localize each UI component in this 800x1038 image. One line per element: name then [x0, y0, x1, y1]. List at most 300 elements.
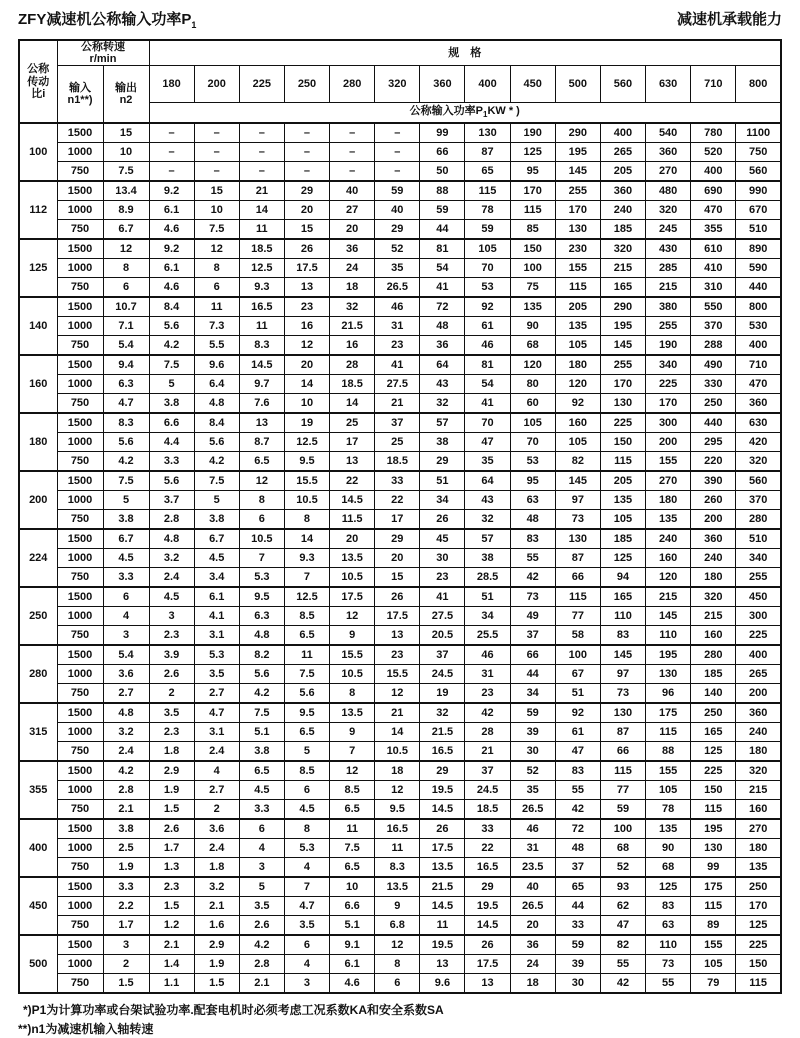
power-value-cell: 6.7 — [194, 529, 239, 549]
power-value-cell: 225 — [600, 413, 645, 433]
power-value-cell: 155 — [646, 761, 691, 781]
power-value-cell: 7.5 — [239, 703, 284, 723]
power-value-cell: – — [284, 143, 329, 162]
power-value-cell: 215 — [646, 278, 691, 298]
power-value-cell: 175 — [646, 703, 691, 723]
power-value-cell: 42 — [510, 568, 555, 588]
power-value-cell: 205 — [600, 471, 645, 491]
power-value-cell: 145 — [600, 645, 645, 665]
power-value-cell: 95 — [510, 162, 555, 182]
output-speed-cell: 15 — [103, 123, 149, 143]
power-value-cell: – — [149, 123, 194, 143]
power-value-cell: 28 — [330, 355, 375, 375]
power-value-cell: 77 — [600, 781, 645, 800]
power-value-cell: 340 — [736, 549, 781, 568]
power-value-cell: 21.5 — [420, 877, 465, 897]
power-value-cell: 4.2 — [239, 935, 284, 955]
power-value-cell: 4.5 — [239, 781, 284, 800]
size-col-header: 280 — [330, 66, 375, 103]
power-value-cell: 160 — [646, 549, 691, 568]
ratio-cell: 140 — [19, 297, 57, 355]
power-value-cell: 200 — [736, 684, 781, 704]
power-value-cell: 450 — [736, 587, 781, 607]
power-value-cell: 26 — [375, 587, 420, 607]
col-header-ratio: 公称 传动 比i — [19, 40, 57, 123]
power-value-cell: 21 — [375, 703, 420, 723]
power-value-cell: 300 — [736, 607, 781, 626]
power-value-cell: 145 — [600, 336, 645, 356]
power-value-cell: 73 — [600, 684, 645, 704]
power-value-cell: 78 — [465, 201, 510, 220]
power-value-cell: 20 — [375, 549, 420, 568]
power-value-cell: 990 — [736, 181, 781, 201]
power-value-cell: 110 — [646, 935, 691, 955]
power-value-cell: 6.6 — [149, 413, 194, 433]
size-col-header: 500 — [555, 66, 600, 103]
input-speed-cell: 1500 — [57, 877, 103, 897]
input-speed-cell: 1500 — [57, 587, 103, 607]
power-value-cell: 14 — [284, 529, 329, 549]
power-value-cell: – — [375, 143, 420, 162]
power-value-cell: 70 — [465, 413, 510, 433]
power-value-cell: 41 — [465, 394, 510, 414]
power-value-cell: 5.3 — [239, 568, 284, 588]
power-value-cell: 13.5 — [420, 858, 465, 878]
power-value-cell: 5.6 — [194, 433, 239, 452]
table-row — [19, 781, 781, 800]
power-value-cell: 47 — [555, 742, 600, 762]
power-value-cell: 155 — [555, 259, 600, 278]
input-speed-cell: 750 — [57, 974, 103, 994]
power-value-cell: 51 — [420, 471, 465, 491]
power-value-cell: 42 — [465, 703, 510, 723]
power-value-cell: 3.6 — [194, 819, 239, 839]
power-value-cell: 480 — [646, 181, 691, 201]
power-value-cell: 10.5 — [330, 568, 375, 588]
power-value-cell: 9 — [375, 897, 420, 916]
power-value-cell: 59 — [555, 935, 600, 955]
ratio-cell: 112 — [19, 181, 57, 239]
power-value-cell: 6.5 — [284, 723, 329, 742]
output-speed-cell: 2 — [103, 955, 149, 974]
power-value-cell: 1.5 — [194, 974, 239, 994]
power-value-cell: 23 — [375, 336, 420, 356]
power-value-cell: 115 — [600, 452, 645, 472]
power-value-cell: 59 — [600, 800, 645, 820]
table-row — [19, 317, 781, 336]
power-value-cell: 320 — [691, 587, 736, 607]
power-value-cell: 2.9 — [194, 935, 239, 955]
power-value-cell: 360 — [736, 394, 781, 414]
power-value-cell: 63 — [646, 916, 691, 936]
power-value-cell: 590 — [736, 259, 781, 278]
output-speed-cell: 10 — [103, 143, 149, 162]
power-value-cell: 28 — [465, 723, 510, 742]
power-value-cell: 9.7 — [239, 375, 284, 394]
power-value-cell: 94 — [600, 568, 645, 588]
power-value-cell: – — [330, 162, 375, 182]
power-value-cell: 6.1 — [194, 587, 239, 607]
ratio-cell: 200 — [19, 471, 57, 529]
table-row — [19, 587, 781, 607]
table-row — [19, 297, 781, 317]
input-speed-cell: 1500 — [57, 413, 103, 433]
output-speed-cell: 1.7 — [103, 916, 149, 936]
output-speed-cell: 1.9 — [103, 858, 149, 878]
power-value-cell: 8.5 — [330, 781, 375, 800]
table-row — [19, 123, 781, 143]
power-value-cell: 31 — [375, 317, 420, 336]
power-value-cell: 4.7 — [194, 703, 239, 723]
output-speed-cell: 3 — [103, 935, 149, 955]
power-value-cell: 7.5 — [194, 471, 239, 491]
power-value-cell: 11 — [239, 220, 284, 240]
power-value-cell: 9.6 — [194, 355, 239, 375]
power-value-cell: 125 — [736, 916, 781, 936]
output-speed-cell: 7.5 — [103, 162, 149, 182]
power-value-cell: 13 — [465, 974, 510, 994]
power-value-cell: 40 — [375, 201, 420, 220]
power-value-cell: 390 — [691, 471, 736, 491]
power-value-cell: 82 — [600, 935, 645, 955]
input-speed-cell: 1000 — [57, 665, 103, 684]
power-value-cell: 15.5 — [330, 645, 375, 665]
power-value-cell: 12 — [194, 239, 239, 259]
power-value-cell: 3 — [239, 858, 284, 878]
power-value-cell: 29 — [465, 877, 510, 897]
power-value-cell: 180 — [736, 742, 781, 762]
power-value-cell: 73 — [555, 510, 600, 530]
power-value-cell: 160 — [555, 413, 600, 433]
power-value-cell: 4.2 — [194, 452, 239, 472]
power-value-cell: 265 — [736, 665, 781, 684]
power-value-cell: – — [194, 123, 239, 143]
power-value-cell: 10.5 — [239, 529, 284, 549]
power-value-cell: 55 — [555, 781, 600, 800]
power-value-cell: – — [330, 143, 375, 162]
power-value-cell: 440 — [691, 413, 736, 433]
power-value-cell: 190 — [510, 123, 555, 143]
power-value-cell: 150 — [736, 955, 781, 974]
table-row — [19, 394, 781, 414]
power-value-cell: 16.5 — [465, 858, 510, 878]
power-value-cell: 83 — [510, 529, 555, 549]
table-row — [19, 955, 781, 974]
power-value-cell: 48 — [420, 317, 465, 336]
power-value-cell: 17.5 — [465, 955, 510, 974]
input-speed-cell: 1000 — [57, 549, 103, 568]
power-value-cell: 8 — [284, 510, 329, 530]
power-value-cell: 1.1 — [149, 974, 194, 994]
output-speed-cell: 6.7 — [103, 529, 149, 549]
power-value-cell: 320 — [600, 239, 645, 259]
power-value-cell: 230 — [555, 239, 600, 259]
power-value-cell: 21 — [375, 394, 420, 414]
power-value-cell: 8.5 — [284, 607, 329, 626]
power-value-cell: 2 — [149, 684, 194, 704]
power-value-cell: 64 — [420, 355, 465, 375]
power-value-cell: 105 — [555, 336, 600, 356]
power-value-cell: 16.5 — [420, 742, 465, 762]
power-value-cell: 25.5 — [465, 626, 510, 646]
input-speed-cell: 1500 — [57, 703, 103, 723]
power-value-cell: 8.4 — [194, 413, 239, 433]
power-value-cell: 30 — [510, 742, 555, 762]
power-value-cell: 195 — [691, 819, 736, 839]
power-value-cell: 30 — [420, 549, 465, 568]
output-speed-cell: 3.2 — [103, 723, 149, 742]
power-value-cell: 1.9 — [149, 781, 194, 800]
power-value-cell: 9.3 — [284, 549, 329, 568]
power-value-cell: 310 — [691, 278, 736, 298]
power-value-cell: 40 — [330, 181, 375, 201]
power-value-cell: 49 — [510, 607, 555, 626]
title-left-text: ZFY减速机公称输入功率P — [18, 11, 192, 28]
power-value-cell: 26.5 — [375, 278, 420, 298]
power-value-cell: 90 — [646, 839, 691, 858]
size-col-header: 450 — [510, 66, 555, 103]
ratio-cell: 250 — [19, 587, 57, 645]
power-value-cell: 3.4 — [194, 568, 239, 588]
table-row — [19, 413, 781, 433]
power-value-cell: 105 — [600, 510, 645, 530]
power-value-cell: 40 — [510, 877, 555, 897]
power-value-cell: 3.5 — [194, 665, 239, 684]
power-value-cell: 520 — [691, 143, 736, 162]
power-value-cell: 7.5 — [284, 665, 329, 684]
ratio-cell: 315 — [19, 703, 57, 761]
power-value-cell: 250 — [736, 877, 781, 897]
power-value-cell: 4 — [284, 858, 329, 878]
power-value-cell: 13 — [330, 452, 375, 472]
power-value-cell: 180 — [736, 839, 781, 858]
power-value-cell: 11 — [330, 819, 375, 839]
power-value-cell: 6.3 — [239, 607, 284, 626]
table-row — [19, 800, 781, 820]
power-value-cell: 110 — [646, 626, 691, 646]
power-value-cell: 35 — [375, 259, 420, 278]
power-value-cell: 1.7 — [149, 839, 194, 858]
power-value-cell: 67 — [555, 665, 600, 684]
power-value-cell: 77 — [555, 607, 600, 626]
size-col-header: 710 — [691, 66, 736, 103]
power-value-cell: 100 — [600, 819, 645, 839]
power-value-cell: 360 — [600, 181, 645, 201]
power-value-cell: 70 — [465, 259, 510, 278]
power-value-cell: 87 — [600, 723, 645, 742]
power-value-cell: 34 — [465, 607, 510, 626]
table-row — [19, 510, 781, 530]
power-value-cell: 3.2 — [149, 549, 194, 568]
input-speed-cell: 750 — [57, 278, 103, 298]
power-value-cell: 288 — [691, 336, 736, 356]
power-value-cell: 255 — [736, 568, 781, 588]
power-value-cell: 27.5 — [375, 375, 420, 394]
power-value-cell: 165 — [600, 278, 645, 298]
power-value-cell: 32 — [330, 297, 375, 317]
power-value-cell: 540 — [646, 123, 691, 143]
power-value-cell: 2.4 — [194, 742, 239, 762]
power-value-cell: 2.6 — [239, 916, 284, 936]
input-speed-cell: 750 — [57, 626, 103, 646]
power-value-cell: 20 — [284, 201, 329, 220]
power-value-cell: 24 — [510, 955, 555, 974]
power-value-cell: 4.2 — [239, 684, 284, 704]
power-value-cell: 37 — [375, 413, 420, 433]
output-speed-cell: 5.6 — [103, 433, 149, 452]
power-value-cell: 13 — [239, 413, 284, 433]
power-value-cell: 240 — [646, 529, 691, 549]
input-speed-cell: 1500 — [57, 123, 103, 143]
input-speed-cell: 1500 — [57, 645, 103, 665]
power-value-cell: 5.6 — [284, 684, 329, 704]
power-value-cell: 37 — [555, 858, 600, 878]
power-value-cell: 88 — [646, 742, 691, 762]
power-value-cell: 295 — [691, 433, 736, 452]
power-value-cell: 10.5 — [330, 665, 375, 684]
power-value-cell: 47 — [465, 433, 510, 452]
power-value-cell: 4.4 — [149, 433, 194, 452]
power-value-cell: 26.5 — [510, 897, 555, 916]
power-value-cell: 66 — [555, 568, 600, 588]
power-value-cell: 115 — [555, 587, 600, 607]
power-value-cell: 225 — [691, 761, 736, 781]
power-value-cell: 14 — [375, 723, 420, 742]
power-value-cell: 330 — [691, 375, 736, 394]
power-value-cell: 33 — [375, 471, 420, 491]
power-value-cell: 130 — [600, 703, 645, 723]
power-value-cell: 48 — [510, 510, 555, 530]
power-value-cell: 290 — [600, 297, 645, 317]
power-value-cell: 560 — [736, 162, 781, 182]
power-value-cell: 18.5 — [330, 375, 375, 394]
ratio-cell: 355 — [19, 761, 57, 819]
power-value-cell: 10.5 — [284, 491, 329, 510]
power-value-cell: 135 — [600, 491, 645, 510]
power-value-cell: 18 — [510, 974, 555, 994]
power-value-cell: 55 — [510, 549, 555, 568]
col-header-spec-group: 规 格 — [149, 40, 781, 66]
power-value-cell: 6.5 — [330, 858, 375, 878]
power-value-cell: 87 — [465, 143, 510, 162]
power-value-cell: 4.8 — [149, 529, 194, 549]
power-value-cell: 280 — [736, 510, 781, 530]
input-speed-cell: 750 — [57, 162, 103, 182]
power-value-cell: 355 — [691, 220, 736, 240]
power-value-cell: 6 — [284, 935, 329, 955]
power-value-cell: 19 — [420, 684, 465, 704]
power-value-cell: 62 — [600, 897, 645, 916]
power-value-cell: 15 — [375, 568, 420, 588]
power-value-cell: 38 — [465, 549, 510, 568]
table-row — [19, 742, 781, 762]
input-speed-cell: 1000 — [57, 375, 103, 394]
power-value-cell: 6 — [239, 819, 284, 839]
output-speed-cell: 2.4 — [103, 742, 149, 762]
power-value-cell: 41 — [420, 587, 465, 607]
power-value-cell: 145 — [555, 162, 600, 182]
power-value-cell: 1.4 — [149, 955, 194, 974]
power-value-cell: – — [375, 162, 420, 182]
power-value-cell: 96 — [646, 684, 691, 704]
power-value-cell: 130 — [600, 394, 645, 414]
power-value-cell: 32 — [420, 394, 465, 414]
power-value-cell: 6 — [239, 510, 284, 530]
power-value-cell: 9.5 — [375, 800, 420, 820]
power-value-cell: – — [194, 162, 239, 182]
power-value-cell: 92 — [465, 297, 510, 317]
ratio-cell: 400 — [19, 819, 57, 877]
power-value-cell: 115 — [646, 723, 691, 742]
power-value-cell: 3.7 — [149, 491, 194, 510]
power-value-cell: 135 — [736, 858, 781, 878]
input-speed-cell: 1000 — [57, 781, 103, 800]
power-value-cell: 23 — [284, 297, 329, 317]
power-value-cell: 9.5 — [284, 452, 329, 472]
power-value-cell: 29 — [375, 220, 420, 240]
power-value-cell: 6.5 — [239, 761, 284, 781]
power-value-cell: 510 — [736, 220, 781, 240]
power-value-cell: 97 — [600, 665, 645, 684]
power-value-cell: 4.6 — [149, 278, 194, 298]
power-value-cell: 2.3 — [149, 723, 194, 742]
power-value-cell: 320 — [646, 201, 691, 220]
input-speed-cell: 1000 — [57, 491, 103, 510]
power-value-cell: 180 — [691, 568, 736, 588]
table-body — [19, 123, 781, 993]
power-value-cell: 13 — [284, 278, 329, 298]
power-value-cell: 100 — [510, 259, 555, 278]
col-header-speed: 公称转速 r/min — [57, 40, 149, 66]
table-row — [19, 181, 781, 201]
power-value-cell: 48 — [555, 839, 600, 858]
output-speed-cell: 8.9 — [103, 201, 149, 220]
table-row — [19, 877, 781, 897]
power-value-cell: 6.6 — [330, 897, 375, 916]
table-row — [19, 336, 781, 356]
power-value-cell: 3.1 — [194, 723, 239, 742]
power-value-cell: 8 — [194, 259, 239, 278]
power-value-cell: 490 — [691, 355, 736, 375]
power-value-cell: 340 — [646, 355, 691, 375]
input-speed-cell: 750 — [57, 742, 103, 762]
power-value-cell: 4.6 — [149, 220, 194, 240]
power-value-cell: 150 — [691, 781, 736, 800]
output-speed-cell: 5.4 — [103, 336, 149, 356]
power-value-cell: 1.9 — [194, 955, 239, 974]
power-value-cell: 21.5 — [420, 723, 465, 742]
output-speed-cell: 2.2 — [103, 897, 149, 916]
power-value-cell: 10 — [194, 201, 239, 220]
input-speed-cell: 750 — [57, 220, 103, 240]
power-value-cell: 19.5 — [420, 935, 465, 955]
power-value-cell: 20 — [330, 529, 375, 549]
power-value-cell: 33 — [555, 916, 600, 936]
power-value-cell: 710 — [736, 355, 781, 375]
power-value-cell: 6.1 — [149, 259, 194, 278]
power-value-cell: 125 — [691, 742, 736, 762]
power-value-cell: 180 — [646, 491, 691, 510]
power-value-cell: 66 — [600, 742, 645, 762]
input-speed-cell: 1000 — [57, 317, 103, 336]
output-speed-cell: 6 — [103, 587, 149, 607]
power-value-cell: 68 — [600, 839, 645, 858]
power-value-cell: 75 — [510, 278, 555, 298]
power-value-cell: 2.3 — [149, 877, 194, 897]
power-value-cell: 2.7 — [194, 781, 239, 800]
power-value-cell: 120 — [510, 355, 555, 375]
power-value-cell: 12 — [284, 336, 329, 356]
